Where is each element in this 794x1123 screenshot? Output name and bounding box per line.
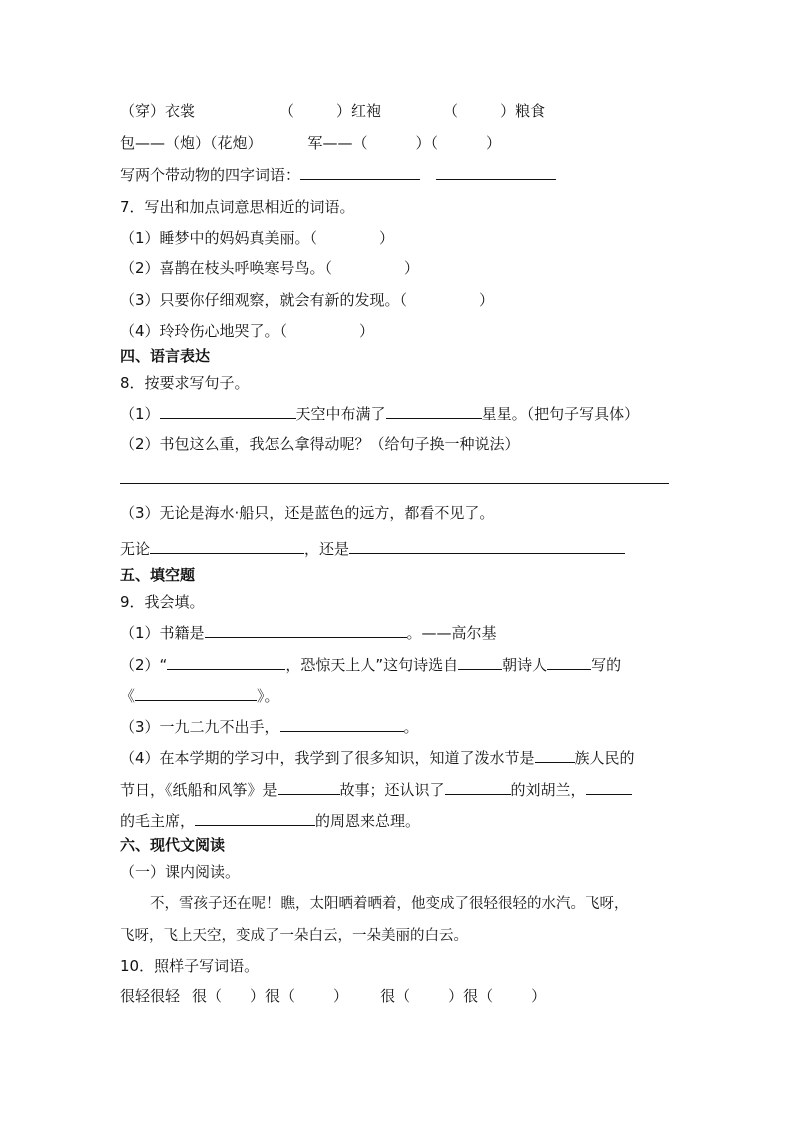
item-text: ）很（ [448, 987, 494, 1005]
question-8-item-4 [120, 539, 625, 559]
answer-blank[interactable] [300, 165, 420, 180]
question-9-item-4-cont [120, 780, 632, 800]
example-word: 很轻很轻 [120, 987, 181, 1005]
passage-line-1: 不，雪孩子还在呢！瞧，太阳晒着晒着，他变成了很轻很轻的水汽。飞呀， [150, 896, 629, 912]
question-9-item-3 [120, 717, 419, 737]
example-word: （穿）衣裳 [120, 102, 196, 120]
section-4-heading: 四、语言表达 [120, 347, 211, 365]
passage-line-2: 飞呀，飞上天空，变成了一朵白云，一朵美丽的白云。 [120, 928, 468, 944]
item-text: 无论 [120, 540, 151, 558]
answer-blank[interactable] [160, 404, 296, 419]
animal-idiom-line [120, 165, 556, 185]
answer-blank[interactable] [167, 655, 285, 670]
answer-blank[interactable] [349, 539, 625, 554]
answer-blank[interactable] [386, 404, 482, 419]
item-text: 天空中布满了 [295, 405, 386, 423]
question-9-item-4-cont2 [120, 811, 420, 831]
instruction-text: 写两个带动物的四字词语： [120, 166, 301, 184]
item-text: （1）睡梦中的妈妈真美丽。（ [120, 229, 318, 247]
word-fill-line-1 [120, 101, 545, 121]
item-text: ）很（ [250, 987, 296, 1005]
question-8-item-1 [120, 404, 639, 424]
item-text: （4）在本学期的学习中，我学到了很多知识，知道了泼水节是 [120, 749, 535, 767]
item-text: ，还是 [304, 540, 350, 558]
word-fill-line-2 [120, 133, 501, 153]
question-8-title: 8．按要求写句子。 [120, 374, 250, 392]
question-10-item [120, 986, 546, 1006]
answer-blank[interactable] [586, 780, 632, 795]
word-suffix: ）红袍 [336, 102, 382, 120]
question-7-item-3 [120, 290, 494, 310]
example-word: 包——（炮）（花炮） [120, 134, 263, 152]
word-suffix: ）粮食 [500, 102, 546, 120]
answer-blank[interactable] [150, 539, 304, 554]
item-text: 的毛主席， [120, 812, 196, 830]
item-text: 的周恩来总理。 [315, 812, 421, 830]
answer-blank[interactable] [135, 686, 257, 701]
question-9-title: 9．我会填。 [120, 593, 205, 611]
item-text: 很（ [192, 987, 223, 1005]
answer-blank[interactable] [445, 780, 511, 795]
part-1-heading: （一）课内阅读。 [120, 863, 241, 881]
item-text: （3）只要你仔细观察，就会有新的发现。（ [120, 291, 408, 309]
answer-blank[interactable] [205, 623, 407, 638]
item-text: （4）玲玲伤心地哭了。（ [120, 322, 288, 340]
question-7-title: 7．写出和加点词意思相近的词语。 [120, 198, 355, 216]
item-text: 故事；还认识了 [339, 781, 445, 799]
item-text: （3）一九二九不出手， [120, 718, 280, 736]
answer-line[interactable] [120, 483, 669, 484]
paren-open: （ [279, 102, 295, 120]
item-text: 。——高尔基 [406, 624, 497, 642]
question-7-item-1 [120, 228, 394, 248]
question-10-title: 10．照样子写词语。 [120, 957, 260, 975]
item-number: （1） [120, 405, 160, 423]
item-text: （2）“ [120, 656, 168, 674]
paren-close: ） [404, 259, 420, 277]
question-9-item-4 [120, 748, 635, 768]
question-8-item-2: （2）书包这么重，我怎么拿得动呢？（给句子换一种说法） [120, 435, 520, 453]
book-mark-close: 》。 [257, 687, 280, 705]
answer-blank[interactable] [535, 748, 575, 763]
paren-close: ） [359, 322, 375, 340]
item-text: 很（ [380, 987, 411, 1005]
question-7-item-2 [120, 258, 419, 278]
answer-blank[interactable] [436, 165, 556, 180]
item-text: 节日，《纸船和风筝》是 [120, 781, 278, 799]
item-text: （1）书籍是 [120, 624, 205, 642]
item-text: 。 [403, 718, 419, 736]
item-text: 的刘胡兰， [510, 781, 586, 799]
paren-close: ） [486, 134, 502, 152]
item-text: ，恐惊天上人”这句诗选自 [285, 656, 459, 674]
paren-mid: ）（ [415, 134, 439, 152]
answer-blank[interactable] [280, 717, 404, 732]
question-7-item-4 [120, 321, 374, 341]
item-text: 朝诗人 [502, 656, 548, 674]
section-6-heading: 六、现代文阅读 [120, 836, 226, 854]
question-9-item-2 [120, 655, 621, 675]
item-text: 星星。（把句子写具体） [481, 405, 640, 423]
paren-close: ） [333, 987, 349, 1005]
answer-blank[interactable] [458, 655, 502, 670]
item-text: 族人民的 [574, 749, 635, 767]
paren-open: （ [443, 102, 459, 120]
item-text: 写的 [591, 656, 622, 674]
question-8-item-3: （3）无论是海水·船只，还是蓝色的远方，都看不见了。 [120, 504, 495, 522]
paren-close: ） [379, 229, 395, 247]
answer-blank[interactable] [195, 811, 315, 826]
answer-blank[interactable] [278, 780, 340, 795]
book-mark-open: 《 [120, 687, 136, 705]
word-prefix: 军——（ [307, 134, 368, 152]
section-5-heading: 五、填空题 [120, 566, 196, 584]
paren-close: ） [531, 987, 547, 1005]
answer-blank[interactable] [547, 655, 591, 670]
item-text: （2）喜鹊在枝头呼唤寒号鸟。（ [120, 259, 333, 277]
paren-close: ） [479, 291, 495, 309]
question-9-item-2-cont [120, 686, 280, 706]
question-9-item-1 [120, 623, 497, 643]
